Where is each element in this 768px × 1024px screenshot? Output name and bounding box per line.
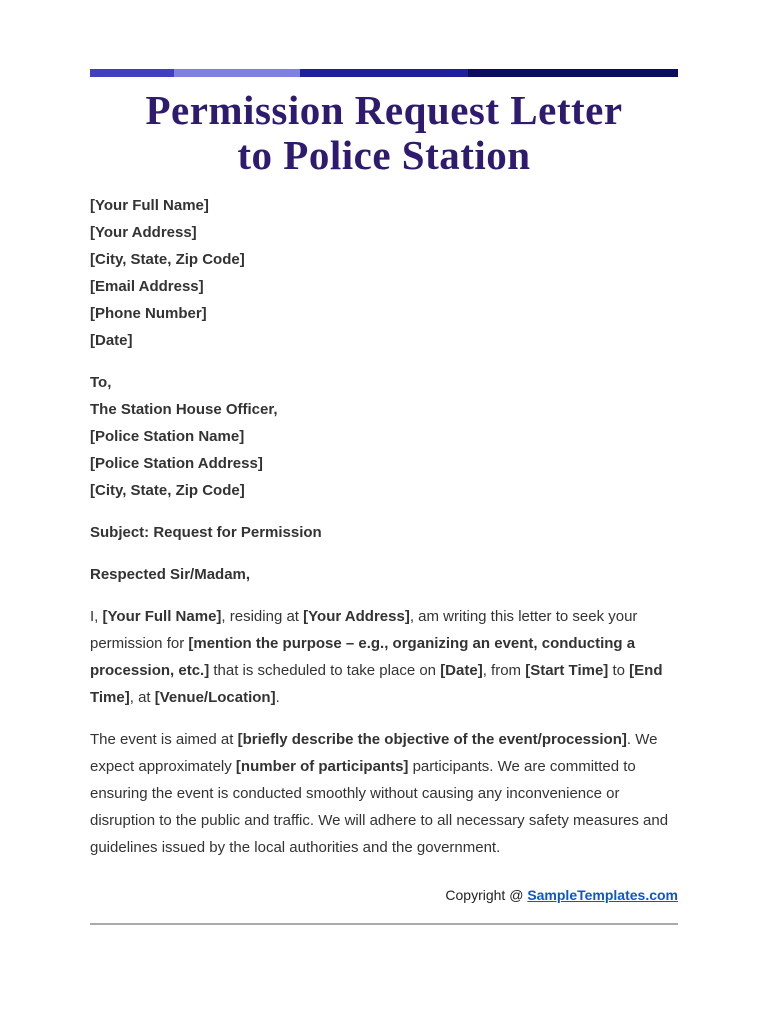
subject-line xyxy=(90,519,680,546)
copyright-notice xyxy=(445,887,678,903)
paragraph-text: , from xyxy=(482,662,526,679)
accent-bar-segment xyxy=(90,69,174,77)
placeholder-text: [Date] xyxy=(440,662,483,679)
copyright-prefix: Copyright @ xyxy=(445,887,528,903)
recipient-station-name: [Police Station Name] xyxy=(90,428,245,445)
paragraph-1 xyxy=(90,603,680,711)
title-line-2: to Police Station xyxy=(237,132,531,178)
sender-city: [City, State, Zip Code] xyxy=(90,251,245,268)
paragraph-text: The event is aimed at xyxy=(90,731,238,748)
sender-date: [Date] xyxy=(90,332,133,349)
placeholder-text: [mention the purpose – e.g., organizing an event, conducting a procession, etc.] xyxy=(90,635,636,679)
accent-bar-segment xyxy=(468,69,678,77)
paragraph-text: that is scheduled to take place on xyxy=(209,662,441,679)
subject-text: Subject: Request for Permission xyxy=(90,524,322,541)
placeholder-text: [briefly describe the objective of the event/procession] xyxy=(237,731,627,748)
salutation xyxy=(90,561,680,588)
sampletemplates-link[interactable]: SampleTemplates.com xyxy=(527,887,678,903)
letter-body xyxy=(90,192,680,876)
top-accent-bar xyxy=(90,69,678,77)
sender-phone: [Phone Number] xyxy=(90,305,207,322)
placeholder-text: [Venue/Location] xyxy=(154,689,276,706)
sender-block xyxy=(90,192,680,354)
recipient-station-address: [Police Station Address] xyxy=(90,455,263,472)
recipient-block xyxy=(90,369,680,504)
placeholder-text: [number of participants] xyxy=(235,758,409,775)
accent-bar-segment xyxy=(174,69,300,77)
paragraph-2 xyxy=(90,726,680,861)
paragraph-text: . We expect approximately xyxy=(90,731,658,775)
placeholder-text: [Start Time] xyxy=(525,662,609,679)
title-line-1: Permission Request Letter xyxy=(145,87,623,133)
paragraph-text: , residing at xyxy=(221,608,304,625)
placeholder-text: [Your Full Name] xyxy=(102,608,222,625)
recipient-officer: The Station House Officer, xyxy=(90,401,278,418)
document-title xyxy=(90,88,678,178)
accent-bar-segment xyxy=(300,69,468,77)
bottom-divider xyxy=(90,923,678,925)
sender-name: [Your Full Name] xyxy=(90,197,209,214)
placeholder-text: [Your Address] xyxy=(303,608,410,625)
sender-address: [Your Address] xyxy=(90,224,197,241)
paragraph-text: to xyxy=(608,662,630,679)
paragraph-text: I, xyxy=(90,608,103,625)
sender-email: [Email Address] xyxy=(90,278,204,295)
paragraph-text: , am writing this letter to seek your permission for xyxy=(90,608,638,652)
paragraph-text: participants. We are committed to ensuring the event is conducted smoothly without causing any inconvenience or disruption to the public and traffic. We will adhere to all necessary safety measures and guidelines issued by the local authorities and the government. xyxy=(90,758,669,856)
paragraph-text: . xyxy=(275,689,280,706)
paragraph-text: , at xyxy=(129,689,155,706)
recipient-to: To, xyxy=(90,374,112,391)
recipient-city: [City, State, Zip Code] xyxy=(90,482,245,499)
placeholder-text: [End Time] xyxy=(90,662,663,706)
salutation-text: Respected Sir/Madam, xyxy=(90,566,251,583)
